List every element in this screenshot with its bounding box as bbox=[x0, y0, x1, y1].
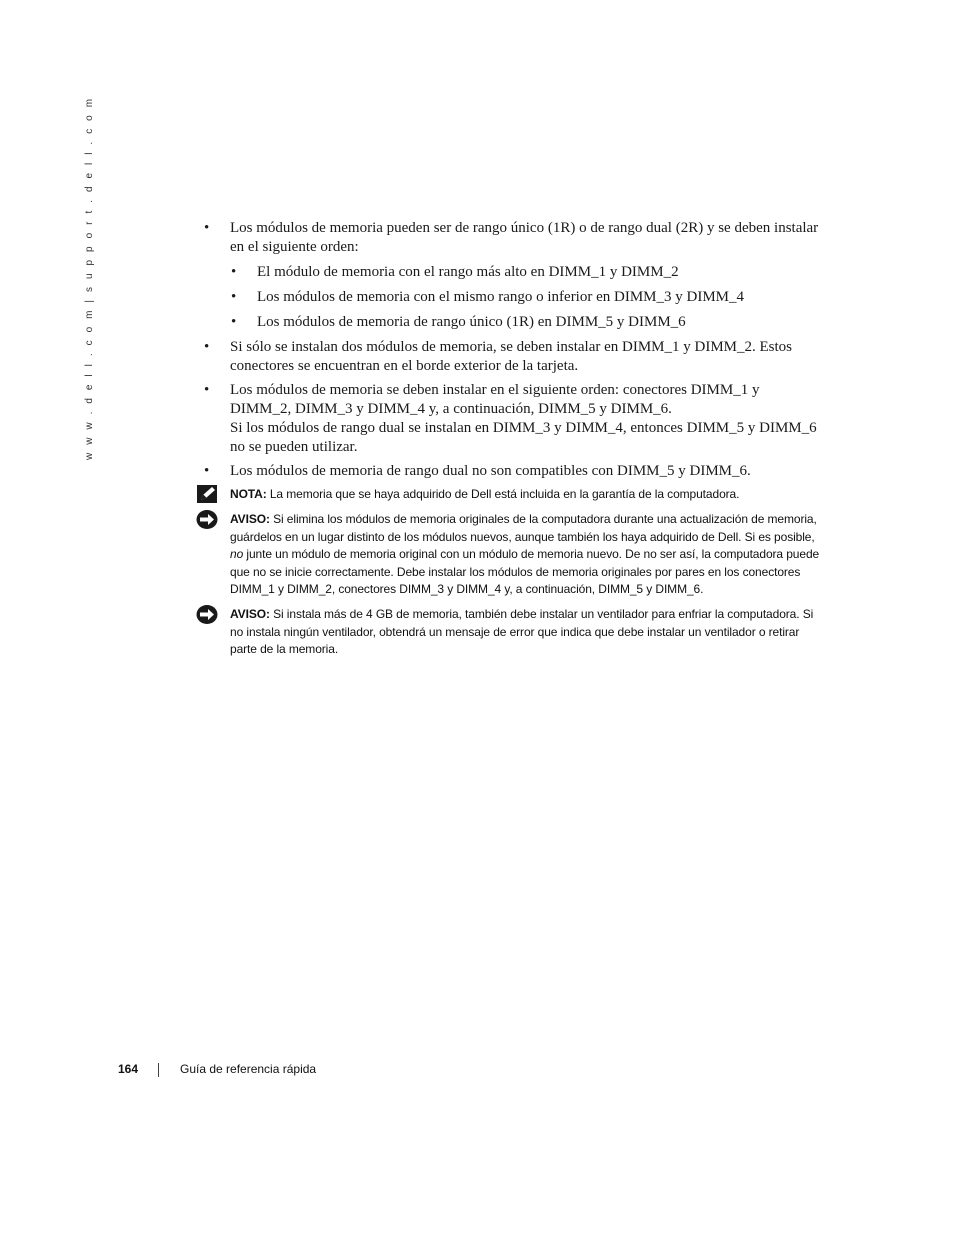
aviso-text: junte un módulo de memoria original con un módulo de memoria nuevo. De no ser así, la computadora puede que no se inicie correctamente. Debe instalar los módulos de memoria originales por pares en los conectores DIMM_1 y DIMM_2, conectores DIMM_3 y DIMM_4 y, a continuación, DIMM_5 y DIMM_6. bbox=[230, 547, 820, 597]
bullet-glyph: • bbox=[231, 314, 237, 330]
list-item-text-continued: Si los módulos de rango dual se instalan en DIMM_3 y DIMM_4, entonces DIMM_5 y DIMM_6 no se pueden utilizar. bbox=[230, 420, 817, 455]
list-item bbox=[200, 219, 820, 257]
list-item bbox=[200, 338, 820, 376]
aviso-label: AVISO: bbox=[230, 512, 270, 527]
notice-arrow-icon bbox=[196, 604, 220, 626]
list-item-text: Los módulos de memoria de rango dual no son compatibles con DIMM_5 y DIMM_6. bbox=[230, 463, 751, 479]
main-content bbox=[200, 219, 820, 667]
sub-list-item bbox=[200, 263, 820, 282]
bullet-glyph: • bbox=[231, 289, 237, 305]
list-item bbox=[200, 462, 820, 481]
sub-list-item bbox=[200, 288, 820, 307]
bullet-glyph: • bbox=[204, 382, 210, 398]
footer-separator bbox=[158, 1063, 159, 1077]
document-title: Guía de referencia rápida bbox=[180, 1062, 317, 1076]
bullet-glyph: • bbox=[204, 339, 210, 355]
list-item-text: Los módulos de memoria se deben instalar en el siguiente orden: conectores DIMM_1 y DIMM_2, DIMM_3 y DIMM_4 y, a continuación, DIMM_5 y DIMM_6. bbox=[230, 382, 760, 417]
nota-text: La memoria que se haya adquirido de Dell está incluida en la garantía de la computadora. bbox=[269, 487, 740, 501]
bullet-glyph: • bbox=[204, 463, 210, 479]
sub-list-item-text: Los módulos de memoria con el mismo rango o inferior en DIMM_3 y DIMM_4 bbox=[257, 289, 745, 305]
aviso-text: Si instala más de 4 GB de memoria, también debe instalar un ventilador para enfriar la computadora. Si no instala ningún ventilador, obtendrá un mensaje de error que indica que debe instalar un ventilador o retirar parte de la memoria. bbox=[230, 607, 814, 657]
sub-list-item-text: Los módulos de memoria de rango único (1R) en DIMM_5 y DIMM_6 bbox=[257, 314, 686, 330]
list-item bbox=[200, 381, 820, 457]
aviso-text-emphasis: no bbox=[230, 547, 244, 562]
page-number: 164 bbox=[118, 1062, 139, 1076]
nota-label: NOTA: bbox=[230, 487, 267, 501]
sub-list-item bbox=[200, 313, 820, 332]
bullet-glyph: • bbox=[204, 220, 210, 236]
aviso-label: AVISO: bbox=[230, 607, 270, 622]
list-item-text: Los módulos de memoria pueden ser de rango único (1R) o de rango dual (2R) y se deben instalar en el siguiente orden: bbox=[230, 220, 819, 255]
sub-list-item-text: El módulo de memoria con el rango más alto en DIMM_1 y DIMM_2 bbox=[257, 264, 679, 280]
list-item-text: Si sólo se instalan dos módulos de memoria, se deben instalar en DIMM_1 y DIMM_2. Estos conectores se encuentran en el borde exterior de la tarjeta. bbox=[230, 339, 793, 374]
aviso-notice bbox=[200, 511, 820, 598]
notice-arrow-icon bbox=[196, 509, 220, 531]
side-url-margin: w w w . d e l l . c o m | s u p p o r t . d e l l . c o m bbox=[84, 96, 95, 460]
pencil-icon bbox=[196, 484, 220, 506]
aviso-notice bbox=[200, 606, 820, 658]
bullet-glyph: • bbox=[231, 264, 237, 280]
nota-note bbox=[200, 486, 820, 503]
aviso-text: Si elimina los módulos de memoria originales de la computadora durante una actualización de memoria, guárdelos en un lugar distinto de los módulos nuevos, aunque también los haya adquirido de Dell. Si es posible, bbox=[230, 512, 817, 544]
